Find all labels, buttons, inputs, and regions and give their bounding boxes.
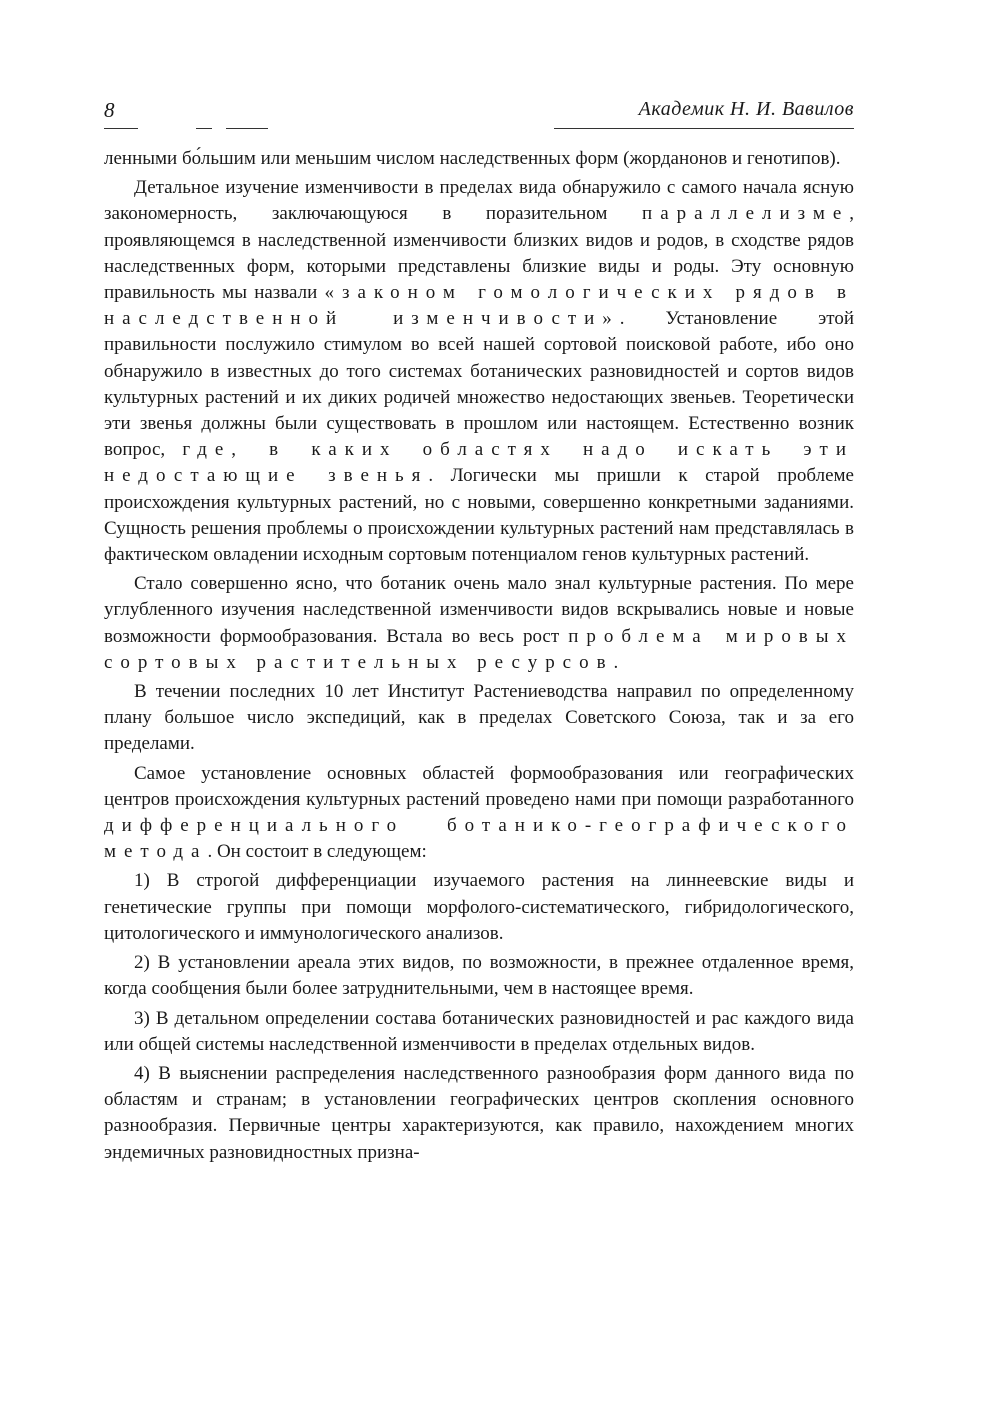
header-rule [104,128,138,129]
body-text [104,146,854,1169]
paragraph-continuation: ленными бо́льшим или меньшим числом наследственных форм (жорданонов и генотипов). [104,148,841,169]
paragraph-method: Самое установление основных областей формообразования или географических центров происхождения культурных растений проведено нами при помощи разработанного дифференциального ботанико-географического метода. Он состоит в следующем: [104,762,854,863]
spaced-emphasis: параллелизме [642,203,850,225]
page-number: 8 [104,98,115,122]
paragraph-expeditions: В течении последних 10 лет Институт Растениеводства направил по определенному плану большое число экспедиций, как в пределах Советского Союза, так и за его пределами. [104,681,854,755]
list-item-2: 2) В установлении ареала этих видов, по возможности, в прежнее отдаленное время, когда сообщения были более затруднительными, чем в настоящее время. [104,952,854,1000]
spaced-emphasis: дифференциального ботанико-географического метода [104,815,854,863]
paragraph-plant-resources: Стало совершенно ясно, что ботаник очень мало знал культурные растения. По мере углубленного изучения наследственной изменчивости видов вскрывались новые и новые возможности формообразования. Встала во весь рост проблема мировых сортовых растительных ресурсов. [104,573,854,673]
paragraph-homologous-series: Детальное изучение изменчивости в пределах вида обнаружило с самого начала ясную закономерность, заключающуюся в поразительном параллелизме, проявляющемся в наследственной изменчивости близких видов и родов, в сходстве рядов наследственных форм, которыми представлены близкие виды и роды. Эту основную правильность мы назвали «законом гомологических рядов в наследственной изменчивости». Установление этой правильности послужило стимулом во всей нашей сортовой поисковой работе, ибо оно обнаружило в известных до того системах ботанических разновидностей и сортов видов культурных растений и их диких родичей множество недостающих звеньев. Теоретически эти звенья должны были существовать в прошлом или настоящем. Естественно возник вопрос, где, в каких областях надо искать эти недостающие звенья. Логически мы пришли к старой проблеме происхождения культурных растений, но с новыми, совершенно конкретными заданиями. Сущность решения проблемы о происхождении культурных растений нам представлялась в фактическом овладении исходным сортовым потенциалом генов культурных растений. [104,177,854,566]
running-title: Академик Н. И. Вавилов [638,98,854,120]
list-item-3: 3) В детальном определении состава ботанических разновидностей и рас каждого вида или общей системы наследственной изменчивости в пределах отдельных видов. [104,1007,854,1055]
spaced-emphasis: где, в каких областях надо искать эти недостающие звенья [104,439,854,487]
list-item-1: 1) В строгой дифференциации изучаемого растения на линнеевские виды и генетические группы при помощи морфолого-систематического, гибридологического, цитологического и иммунологического анализов. [104,870,854,944]
header-rule [226,128,268,129]
list-item-4: 4) В выяснении распределения наследственного разнообразия форм данного вида по областям и странам; в установлении географических центров скопления основного разнообразия. Первичные центры характеризуются, как правило, нахождением многих эндемичных разновидностных призна- [104,1062,854,1163]
header-rule [554,128,854,129]
header-rule [196,128,212,129]
spaced-emphasis: проблема мировых сортовых растительных ресурсов [104,625,854,673]
spaced-emphasis: «законом гомологических рядов в наследственной изменчивости» [104,282,854,330]
